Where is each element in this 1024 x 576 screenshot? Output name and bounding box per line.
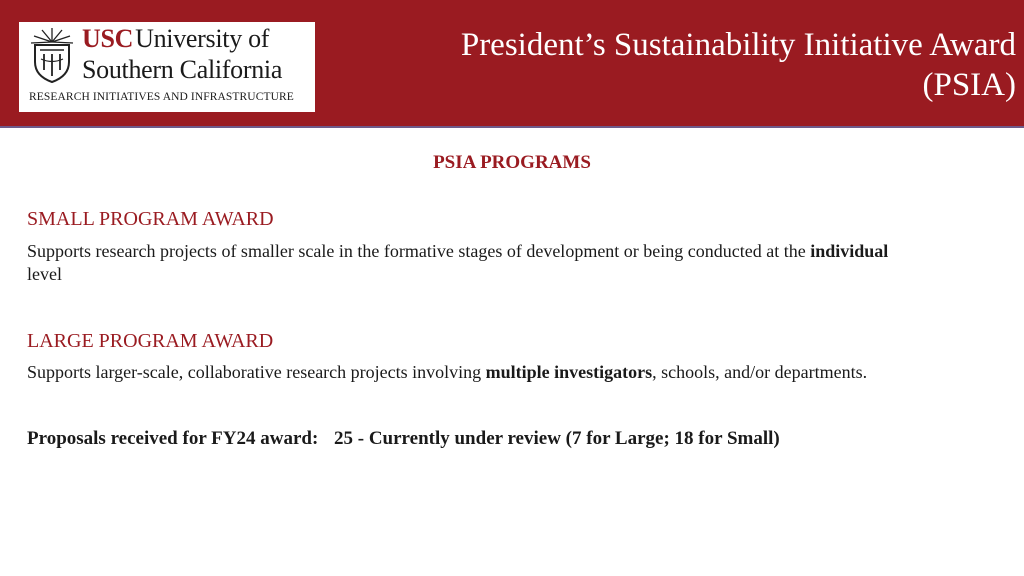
logo-subtitle: RESEARCH INITIATIVES AND INFRASTRUCTURE (29, 91, 294, 103)
logo-wordmark-line1 (82, 24, 269, 54)
header-banner (0, 0, 1024, 128)
large-award-desc-bold: multiple investigators (485, 362, 653, 382)
large-award-description (27, 361, 907, 384)
logo-usc-text: USC (82, 24, 134, 53)
large-award-desc-end: , schools, and/or departments. (652, 362, 868, 382)
small-award-desc-text: Supports research projects of smaller scale in the formative stages of development or being conducted at the (27, 241, 811, 261)
proposals-value: 25 - Currently under review (7 for Large; 18 for Small) (334, 428, 780, 449)
section-heading: PSIA PROGRAMS (433, 152, 591, 173)
page-title: President’s Sustainability Initiative Award (460, 27, 1016, 63)
proposals-summary (27, 428, 780, 450)
proposals-label: Proposals received for FY24 award: (27, 428, 319, 449)
small-award-description (27, 240, 907, 286)
large-award-desc-text: Supports larger-scale, collaborative research projects involving (27, 362, 486, 382)
page-title-acronym: (PSIA) (922, 67, 1016, 103)
usc-seal-icon (28, 26, 76, 84)
small-award-desc-bold: individual (810, 241, 889, 261)
large-award-title: LARGE PROGRAM AWARD (27, 330, 274, 352)
usc-logo (19, 22, 315, 112)
logo-university-of-text: University of (135, 24, 270, 53)
logo-wordmark-line2: Southern California (82, 55, 283, 84)
small-award-title: SMALL PROGRAM AWARD (27, 208, 274, 230)
small-award-desc-end: level (27, 264, 62, 284)
